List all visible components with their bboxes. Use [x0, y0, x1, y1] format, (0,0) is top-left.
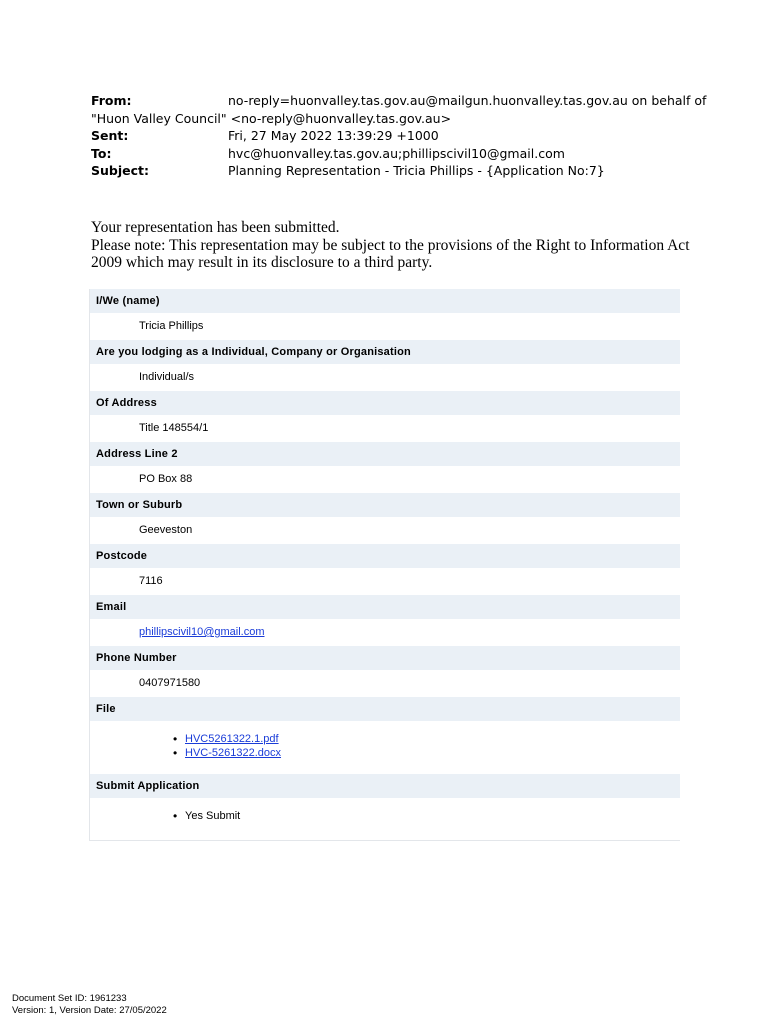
from-continuation: "Huon Valley Council" <no-reply@huonvalley.tas.gov.au> [91, 110, 452, 126]
lodging-label: Are you lodging as a Individual, Company or Organisation [90, 340, 680, 364]
sent-row [91, 127, 691, 145]
intro-line-1: Your representation has been submitted. [91, 219, 340, 236]
submit-label: Submit Application [90, 774, 680, 798]
phone-value: 0407971580 [139, 677, 201, 689]
document-set-id: Document Set ID: 1961233 [12, 993, 127, 1004]
email-link[interactable]: phillipscivil10@gmail.com [139, 626, 265, 638]
sent-label: Sent: [91, 128, 129, 143]
file-list [90, 721, 680, 774]
representation-form [89, 289, 680, 841]
file-link-docx[interactable]: HVC-5261322.docx [185, 747, 282, 759]
file-label: File [90, 697, 680, 721]
phone-label: Phone Number [90, 646, 680, 670]
email-value [90, 619, 680, 646]
subject-label: Subject: [91, 163, 149, 178]
subject-row [91, 162, 691, 180]
intro-line-2: Please note: This representation may be subject to the provisions of the Right to Information Act [91, 236, 690, 254]
from-label: From: [91, 93, 132, 108]
submit-item: • Yes Submit [90, 809, 680, 823]
file-link-pdf[interactable]: HVC5261322.1.pdf [185, 733, 279, 745]
address2-label: Address Line 2 [90, 442, 680, 466]
lodging-value: Individual/s [139, 371, 195, 383]
from-value: no-reply=huonvalley.tas.gov.au@mailgun.huonvalley.tas.gov.au on behalf of [228, 93, 707, 108]
town-value: Geeveston [139, 524, 193, 536]
document-footer [12, 993, 167, 1017]
to-row [91, 145, 691, 163]
address-value: Title 148554/1 [139, 422, 209, 434]
postcode-label: Postcode [90, 544, 680, 568]
address2-value: PO Box 88 [139, 473, 193, 485]
file-item [90, 732, 680, 746]
subject-value: Planning Representation - Tricia Phillips - {Application No:7} [228, 163, 605, 178]
version-info: Version: 1, Version Date: 27/05/2022 [12, 1005, 167, 1016]
town-label: Town or Suburb [90, 493, 680, 517]
email-label: Email [90, 595, 680, 619]
file-item [90, 746, 680, 760]
name-value: Tricia Phillips [139, 320, 204, 332]
intro-line-3: 2009 which may result in its disclosure to a third party. [91, 254, 433, 271]
sent-value: Fri, 27 May 2022 13:39:29 +1000 [228, 128, 439, 143]
from-row [91, 92, 707, 110]
name-label: I/We (name) [90, 289, 680, 313]
intro-text [91, 219, 691, 272]
to-label: To: [91, 145, 112, 161]
email-header [91, 92, 707, 180]
postcode-value: 7116 [139, 575, 163, 587]
submit-list [90, 798, 680, 840]
address-label: Of Address [90, 391, 680, 415]
to-value: hvc@huonvalley.tas.gov.au;phillipscivil10@gmail.com [228, 145, 565, 161]
